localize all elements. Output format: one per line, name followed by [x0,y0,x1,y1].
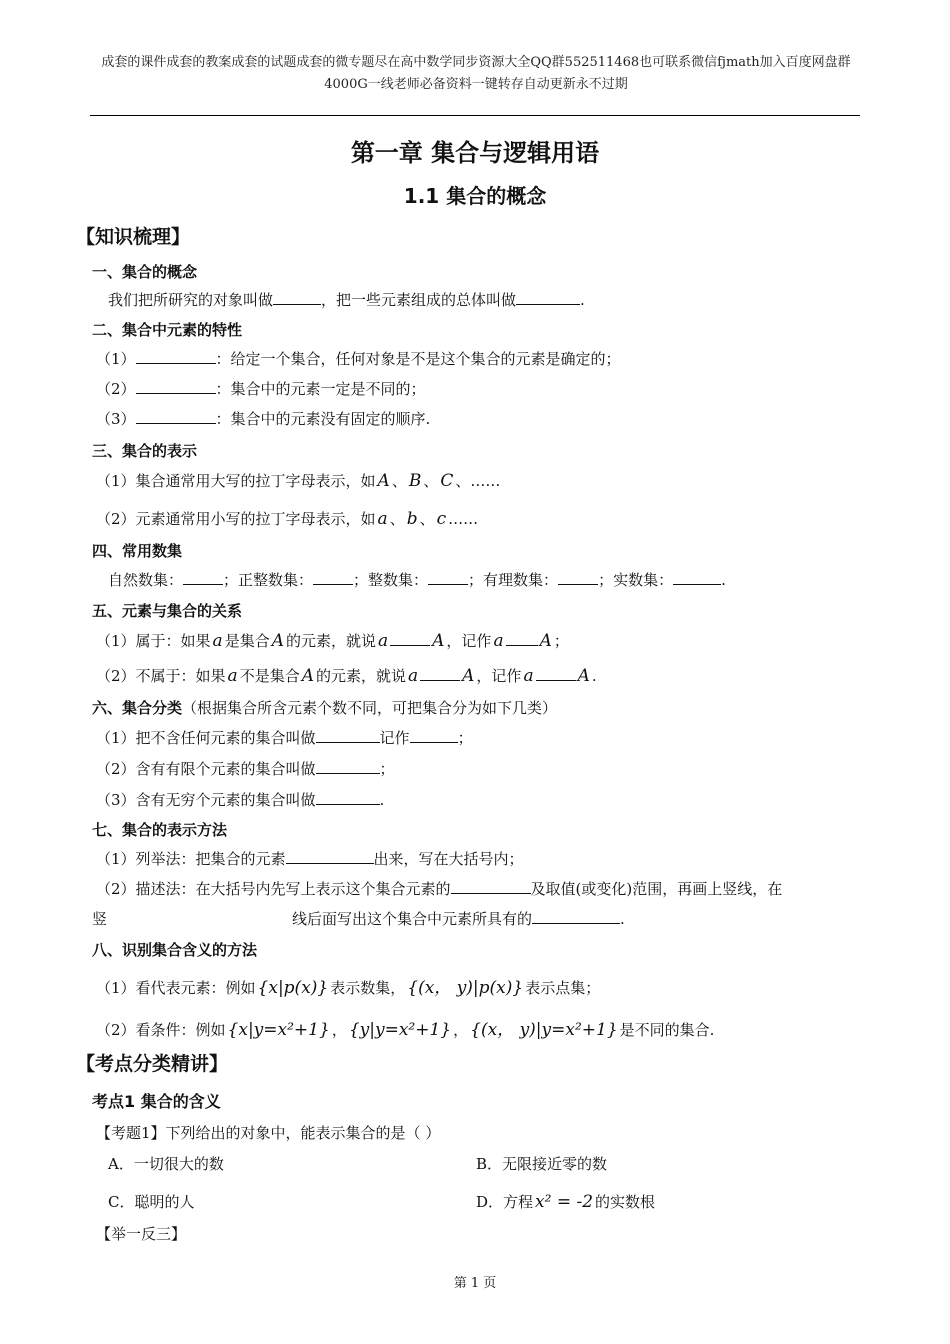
s8-heading: 八、识别集合含义的方法 [92,941,258,959]
s2-text: ：集合中的元素一定是不同的； [215,380,426,398]
s2-num: （3） [96,410,136,428]
s1-text-b: ，把一些元素组成的总体叫做 [321,291,517,309]
separator: 、 [455,472,471,490]
math-symbol: B [408,471,422,491]
s1-text-c: . [580,291,585,309]
s4-text: 自然数集： [108,571,184,589]
s8-text: 表示点集； [525,979,601,997]
s8-text: 是不同的集合. [619,1021,715,1039]
option-d-text: D．方程 [476,1193,534,1211]
math-symbol: A [462,666,475,686]
math-symbol: a [212,631,223,651]
s5-heading: 五、元素与集合的关系 [92,602,243,620]
math-symbol: C [440,471,454,491]
math-expression: {x|p(x)} [257,978,329,998]
s6-line-3 [96,789,384,810]
s3-heading: 三、集合的表示 [92,442,198,460]
math-symbol: a [408,666,419,686]
s8-text: 表示数集， [330,979,406,997]
s6-text: ； [379,760,395,778]
s3-text: （2）元素通常用小写的拉丁字母表示，如 [96,510,376,528]
blank [316,728,380,743]
blank [506,631,538,646]
s5-text: ，记作 [476,667,522,685]
math-symbol: A [377,471,390,491]
s5-text: （2）不属于：如果 [96,667,226,685]
separator: ， [453,1021,469,1039]
s6-line-1 [96,727,473,748]
s8-text: （1）看代表元素：例如 [96,979,256,997]
separator: 、 [423,472,439,490]
s6-line-2 [96,758,395,779]
s5-text: 不是集合 [239,667,300,685]
separator: 、 [389,510,405,528]
separator: 、 [419,510,435,528]
blank [428,570,468,585]
s4-text: ；实数集： [598,571,674,589]
s4-heading: 四、常用数集 [92,542,183,560]
option-c: C．聪明的人 [108,1193,195,1211]
s5-text: ，记作 [446,632,492,650]
s2-line-1 [96,348,621,369]
s7-text: 出来，写在大括号内； [373,850,524,868]
blank [390,631,430,646]
points-heading: 【考点分类精讲】 [76,1053,229,1075]
s6-heading-line [92,697,557,718]
blank [136,409,216,424]
math-expression: {y|y=x²+1} [348,1020,452,1040]
s5-text: . [591,667,597,685]
s8-text: （2）看条件：例如 [96,1021,226,1039]
option-a: A．一切很大的数 [108,1155,224,1173]
s5-text: （1）属于：如果 [96,632,211,650]
s4-text: . [721,571,726,589]
separator: 、 [391,472,407,490]
math-symbol: b [406,509,418,529]
s6-text: ； [457,729,473,747]
ellipsis: …… [470,472,501,490]
math-symbol: c [436,509,447,529]
s1-heading: 一、集合的概念 [92,263,198,281]
option-d [476,1191,655,1212]
blank [410,728,458,743]
s3-text: （1）集合通常用大写的拉丁字母表示，如 [96,472,376,490]
blank [136,349,216,364]
s4-text: ；正整数集： [223,571,314,589]
blank [136,379,216,394]
s2-text: ：给定一个集合，任何对象是不是这个集合的元素是确定的； [215,350,621,368]
s5-line-2 [96,665,597,686]
s3-line-2 [96,508,478,529]
question-text: 下列给出的对象中，能表示集合的是（ ） [165,1124,441,1142]
s2-num: （1） [96,350,136,368]
math-expression: {x|y=x²+1} [227,1020,330,1040]
section-title: 1.1 集合的概念 [403,184,547,208]
s2-text: ：集合中的元素没有固定的顺序. [215,410,431,428]
s5-text: 的元素，就说 [285,632,376,650]
s5-text: 是集合 [224,632,270,650]
s7-line-1 [96,848,524,869]
s6-text: （2）含有有限个元素的集合叫做 [96,760,316,778]
s1-line [108,289,585,310]
ellipsis: …… [448,510,479,528]
option-b: B．无限接近零的数 [476,1155,608,1173]
s6-text: （3）含有无穷个元素的集合叫做 [96,791,316,809]
s4-text: ；有理数集： [468,571,559,589]
blank [183,570,223,585]
math-expression: {(x， y)|y=x²+1} [470,1020,618,1040]
math-expression: x² = -2 [535,1192,594,1212]
option-d-text: 的实数根 [595,1193,656,1211]
knowledge-heading: 【知识梳理】 [76,226,191,248]
s7-text: . [620,910,625,928]
s7-text: 及取值(或变化)范围，再画上竖线，在 [530,880,783,898]
page-header: 成套的课件成套的教案成套的试题成套的微专题尽在高中数学同步资源大全QQ群552511468也可联系微信fjmath加入百度网盘群4000G一线老师必备资料一键转存自动更新永不过期 [101,55,851,92]
page-footer: 第 1 页 [453,1276,497,1291]
s2-heading: 二、集合中元素的特性 [92,321,243,339]
s7-text: （2）描述法：在大括号内先写上表示这个集合元素的 [96,880,451,898]
blank [316,759,380,774]
blank [451,879,531,894]
math-expression: {(x， y)|p(x)} [407,978,524,998]
s7-line-3 [92,908,625,929]
kd1-question [96,1122,440,1143]
math-symbol: a [523,666,534,686]
s6-text: 记作 [379,729,410,747]
s5-text: ； [553,632,569,650]
math-symbol: a [378,631,389,651]
s7-line-2 [96,878,782,899]
blank [673,570,721,585]
blank [536,666,576,681]
math-symbol: a [227,666,238,686]
separator: ， [331,1021,347,1039]
blank [316,790,380,805]
chapter-title: 第一章 集合与逻辑用语 [350,139,600,167]
blank [420,666,460,681]
s2-line-2 [96,378,426,399]
blank [313,570,353,585]
blank [516,290,580,305]
math-symbol: a [377,509,388,529]
s8-line-1 [96,973,600,998]
s5-text: 的元素，就说 [315,667,406,685]
math-symbol: A [577,666,590,686]
s3-line-1 [96,470,500,491]
s5-line-1 [96,630,569,651]
question-label: 【考题1】 [96,1124,166,1142]
s8-line-2 [96,1015,714,1040]
s7-text: 竖 [92,910,108,928]
s6-note: （根据集合所含元素个数不同，可把集合分为如下几类） [182,699,558,717]
s7-heading: 七、集合的表示方法 [92,821,228,839]
s1-text-a: 我们把所研究的对象叫做 [108,291,274,309]
math-symbol: A [301,666,314,686]
s2-line-3 [96,408,430,429]
blank [532,909,620,924]
math-symbol: A [271,631,284,651]
header-divider [90,115,860,116]
math-symbol: A [432,631,445,651]
s4-line [108,569,726,590]
blank [286,849,374,864]
kd1-heading: 考点1 集合的含义 [92,1092,221,1111]
blank [558,570,598,585]
s7-text: （1）列举法：把集合的元素 [96,850,286,868]
s7-text: 线后面写出这个集合中元素所具有的 [292,910,533,928]
blank [273,290,321,305]
s6-heading: 六、集合分类 [92,699,183,717]
s2-num: （2） [96,380,136,398]
s6-text: . [379,791,385,809]
math-symbol: a [493,631,504,651]
s6-text: （1）把不含任何元素的集合叫做 [96,729,316,747]
practice-label: 【举一反三】 [96,1225,187,1243]
math-symbol: A [539,631,552,651]
s4-text: ；整数集： [353,571,429,589]
